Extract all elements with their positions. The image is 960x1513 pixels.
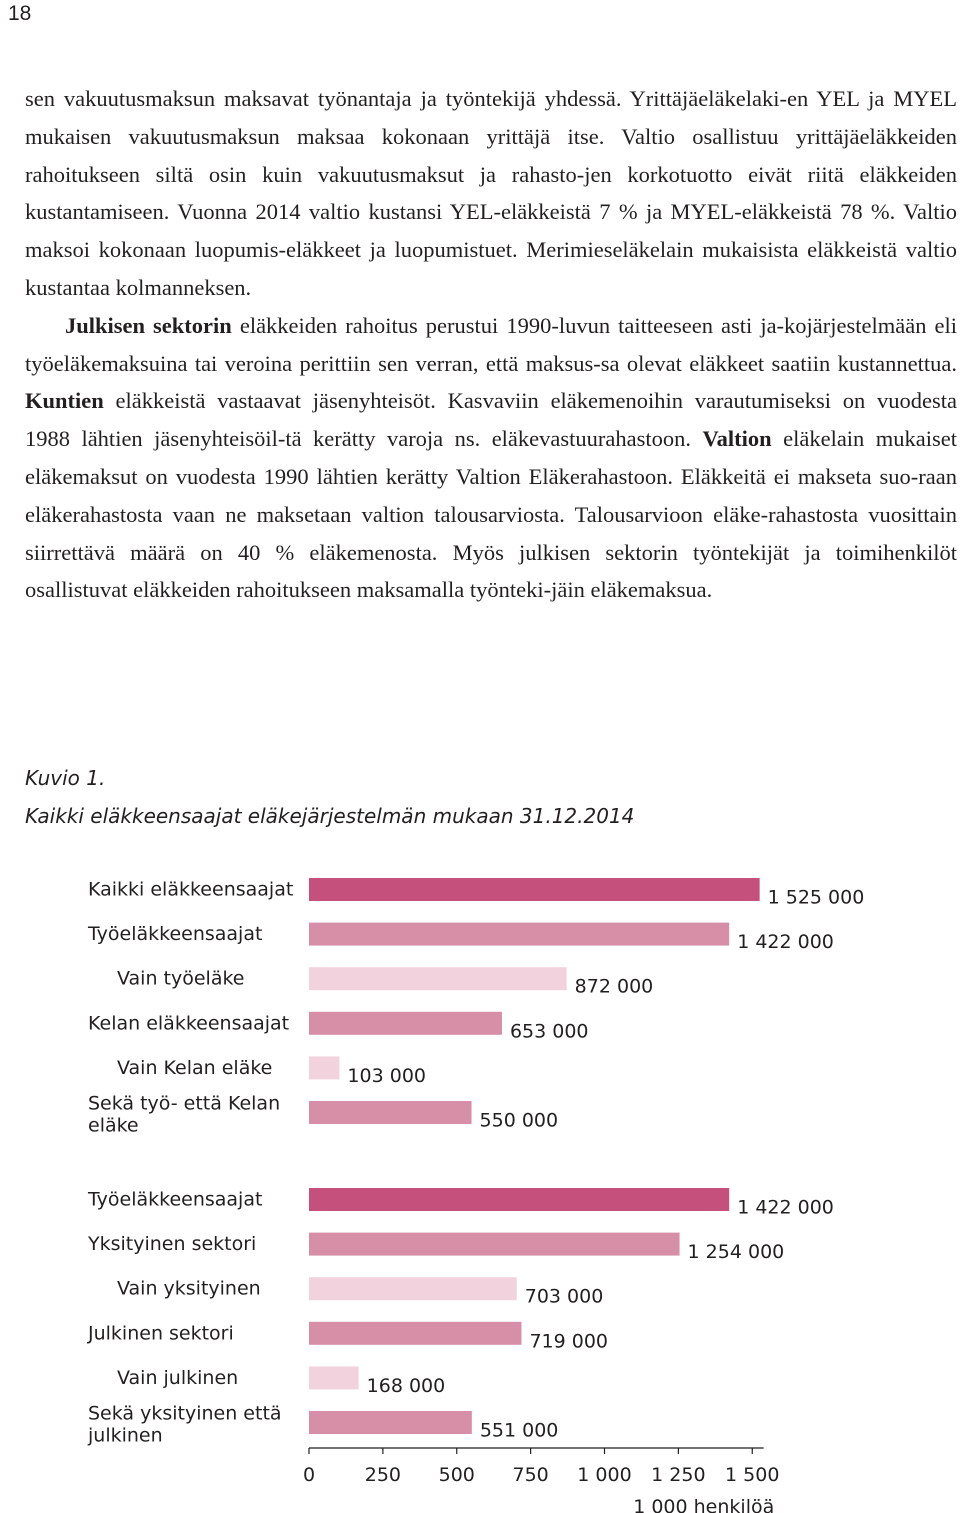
text-run-bold: Kuntien bbox=[25, 388, 104, 414]
x-tick-label: 1 000 bbox=[577, 1464, 632, 1486]
bar-category-label: Työeläkkeensaajat bbox=[88, 923, 263, 946]
paragraph-1 bbox=[25, 80, 957, 307]
x-tick-label: 0 bbox=[302, 1464, 316, 1486]
bar-value-label: 1 422 000 bbox=[737, 1196, 834, 1219]
bar bbox=[309, 967, 567, 990]
page-number: 18 bbox=[8, 2, 32, 25]
bar-category-label: Vain yksityinen bbox=[117, 1277, 261, 1300]
bar-value-label: 703 000 bbox=[524, 1285, 604, 1308]
figure-label: Kuvio 1. bbox=[25, 766, 106, 790]
bar-category-label: Sekä yksityinen että bbox=[88, 1402, 282, 1425]
bar-category-label: Sekä työ- että Kelan bbox=[88, 1092, 281, 1115]
text-run: eläkkeistä vastaavat jäsenyhteisöt. Kasvaviin eläkemenoihin varautumiseksi on vuodesta 1988 lähtien jäsenyhteisöil-tä kerätty varoja ns. eläkevastuurahastoon. bbox=[25, 388, 957, 452]
bar bbox=[309, 1411, 472, 1434]
bar-category-label: Kelan eläkkeensaajat bbox=[88, 1012, 290, 1035]
bar-value-label: 550 000 bbox=[479, 1109, 559, 1132]
bar-chart bbox=[0, 860, 960, 1513]
text-run: eläkkeiden rahoitus perustui 1990-luvun taitteeseen asti ja-kojärjestelmään eli työeläkemaksuina tai veroina perittiin sen verran, että maksus-sa olevat eläkkeet saatiin kustannettua. bbox=[25, 312, 957, 376]
bar bbox=[309, 1366, 359, 1389]
bar-value-label: 103 000 bbox=[347, 1064, 427, 1087]
bar-category-label: Yksityinen sektori bbox=[88, 1233, 257, 1256]
bar-value-label: 551 000 bbox=[479, 1419, 559, 1442]
bar bbox=[309, 878, 760, 901]
bar-value-label: 872 000 bbox=[574, 975, 654, 998]
bar-value-label: 168 000 bbox=[366, 1374, 446, 1397]
bar-value-label: 1 525 000 bbox=[767, 886, 865, 909]
paragraph-2 bbox=[25, 307, 957, 609]
text-run-bold: Julkisen sektorin bbox=[65, 312, 232, 338]
text-run: sen vakuutusmaksun maksavat työnantaja ja työntekijä yhdessä. Yrittäjäeläkelaki-en YEL ja MYEL mukaisen vakuutusmaksun maksaa kokonaan yrittäjä itse. Valtio osallistuu yrittäjäeläkkeiden rahoitukseen siltä osin kuin vakuutusmaksut ja rahasto-jen korkotuotto eivät riitä eläkkeiden kustantamiseen. Vuonna 2014 valtio kustansi YEL-eläkkeistä 7 % ja MYEL-eläkkeistä 78 %. Valtio maksoi kokonaan luopumis-eläkkeet ja luopumistuet. Merimieseläkelain mukaisista eläkkeistä valtio kustantaa kolmanneksen. bbox=[25, 86, 957, 300]
bar-value-label: 653 000 bbox=[509, 1020, 589, 1043]
figure-caption: Kaikki eläkkeensaajat eläkejärjestelmän mukaan 31.12.2014 bbox=[25, 804, 635, 828]
x-tick-label: 1 500 bbox=[725, 1464, 780, 1486]
x-tick-label: 750 bbox=[512, 1464, 549, 1486]
bar-value-label: 1 254 000 bbox=[687, 1241, 785, 1264]
bar-category-label: Vain julkinen bbox=[117, 1366, 239, 1389]
x-axis-label: 1 000 henkilöä bbox=[633, 1496, 775, 1513]
bar-category-label: Julkinen sektori bbox=[88, 1322, 234, 1345]
text-run-bold: Valtion bbox=[702, 426, 772, 452]
bar-category-label: Vain työeläke bbox=[117, 967, 245, 990]
x-tick-label: 500 bbox=[438, 1464, 475, 1486]
text-run: eläkelain mukaiset eläkemaksut on vuodesta 1990 lähtien kerätty Valtion Eläkerahastoon. Eläkkeitä ei makseta suo-raan eläkerahastosta vaan ne maksetaan valtion talousarviosta. Talousarvioon eläke-rahastosta vuosittain siirrettävä määrä on 40 % eläkemenosta. Myös julkisen sektorin työntekijät ja toimihenkilöt osallistuvat eläkkeiden rahoitukseen maksamalla työnteki-jäin eläkemaksua. bbox=[25, 426, 957, 603]
bar-value-label: 1 422 000 bbox=[737, 931, 834, 954]
x-tick-label: 250 bbox=[364, 1464, 402, 1486]
bar-category-label: Vain Kelan eläke bbox=[117, 1056, 273, 1079]
bar-category-label: Työeläkkeensaajat bbox=[88, 1188, 263, 1211]
bar-category-label: Kaikki eläkkeensaajat bbox=[88, 878, 294, 901]
bar bbox=[309, 1277, 517, 1300]
bar bbox=[309, 1322, 521, 1345]
bar-category-label: eläke bbox=[88, 1114, 139, 1137]
bar bbox=[309, 1233, 680, 1256]
x-tick-label: 1 250 bbox=[651, 1464, 706, 1486]
bar bbox=[309, 1188, 729, 1211]
bar-value-label: 719 000 bbox=[529, 1330, 609, 1353]
bar-category-label: julkinen bbox=[88, 1424, 163, 1447]
body-text bbox=[25, 80, 957, 609]
bar bbox=[309, 1012, 502, 1035]
bar bbox=[309, 1056, 339, 1079]
bar bbox=[309, 1101, 472, 1124]
bar bbox=[309, 923, 729, 946]
